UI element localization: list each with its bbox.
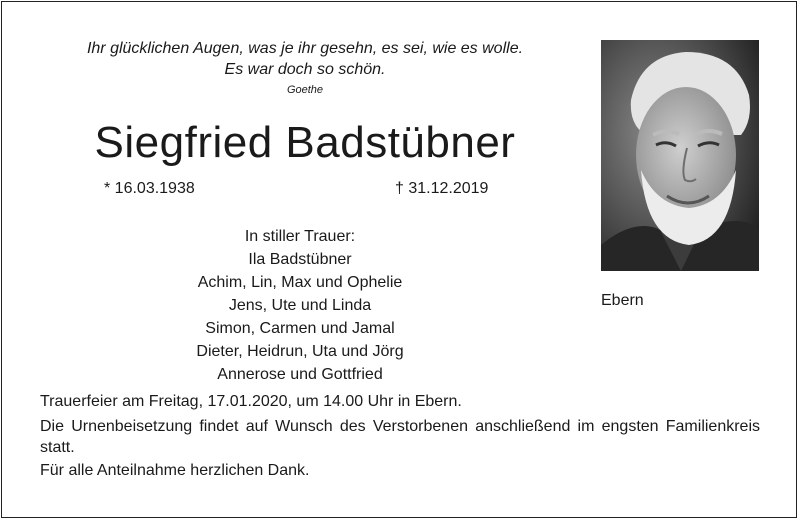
quote-author: Goethe: [286, 84, 324, 96]
service-info: Trauerfeier am Freitag, 17.01.2020, um 14.00 Uhr in Ebern.: [40, 393, 462, 410]
mourner-entry: Achim, Lin, Max und Ophelie: [197, 274, 403, 291]
mourner-entry: Dieter, Heidrun, Uta und Jörg: [196, 343, 404, 360]
burial-info: Die Urnenbeisetzung findet auf Wunsch des Verstorbenen anschließend im engsten Familienkreis statt.: [40, 418, 760, 456]
mourners-heading: In stiller Trauer:: [244, 228, 356, 245]
memorial-quote: [40, 38, 570, 80]
thanks-text: Für alle Anteilnahme herzlichen Dank.: [40, 462, 310, 479]
location-text: Ebern: [601, 292, 644, 309]
mourner-entry: Annerose und Gottfried: [217, 366, 383, 383]
mourner-entry: Simon, Carmen und Jamal: [205, 320, 395, 337]
mourner-entry: Jens, Ute und Linda: [228, 297, 372, 314]
mourner-entry: Ila Badstübner: [248, 251, 352, 268]
quote-line-2: Es war doch so schön.: [224, 61, 386, 78]
portrait-photo: [601, 40, 759, 271]
deceased-name: Siegfried Badstübner: [94, 118, 516, 167]
birth-date: * 16.03.1938: [104, 180, 195, 197]
mourners-list: [150, 225, 450, 386]
quote-line-1: Ihr glücklichen Augen, was je ihr gesehn, es sei, wie es wolle.: [86, 40, 524, 57]
death-date: † 31.12.2019: [395, 180, 489, 197]
